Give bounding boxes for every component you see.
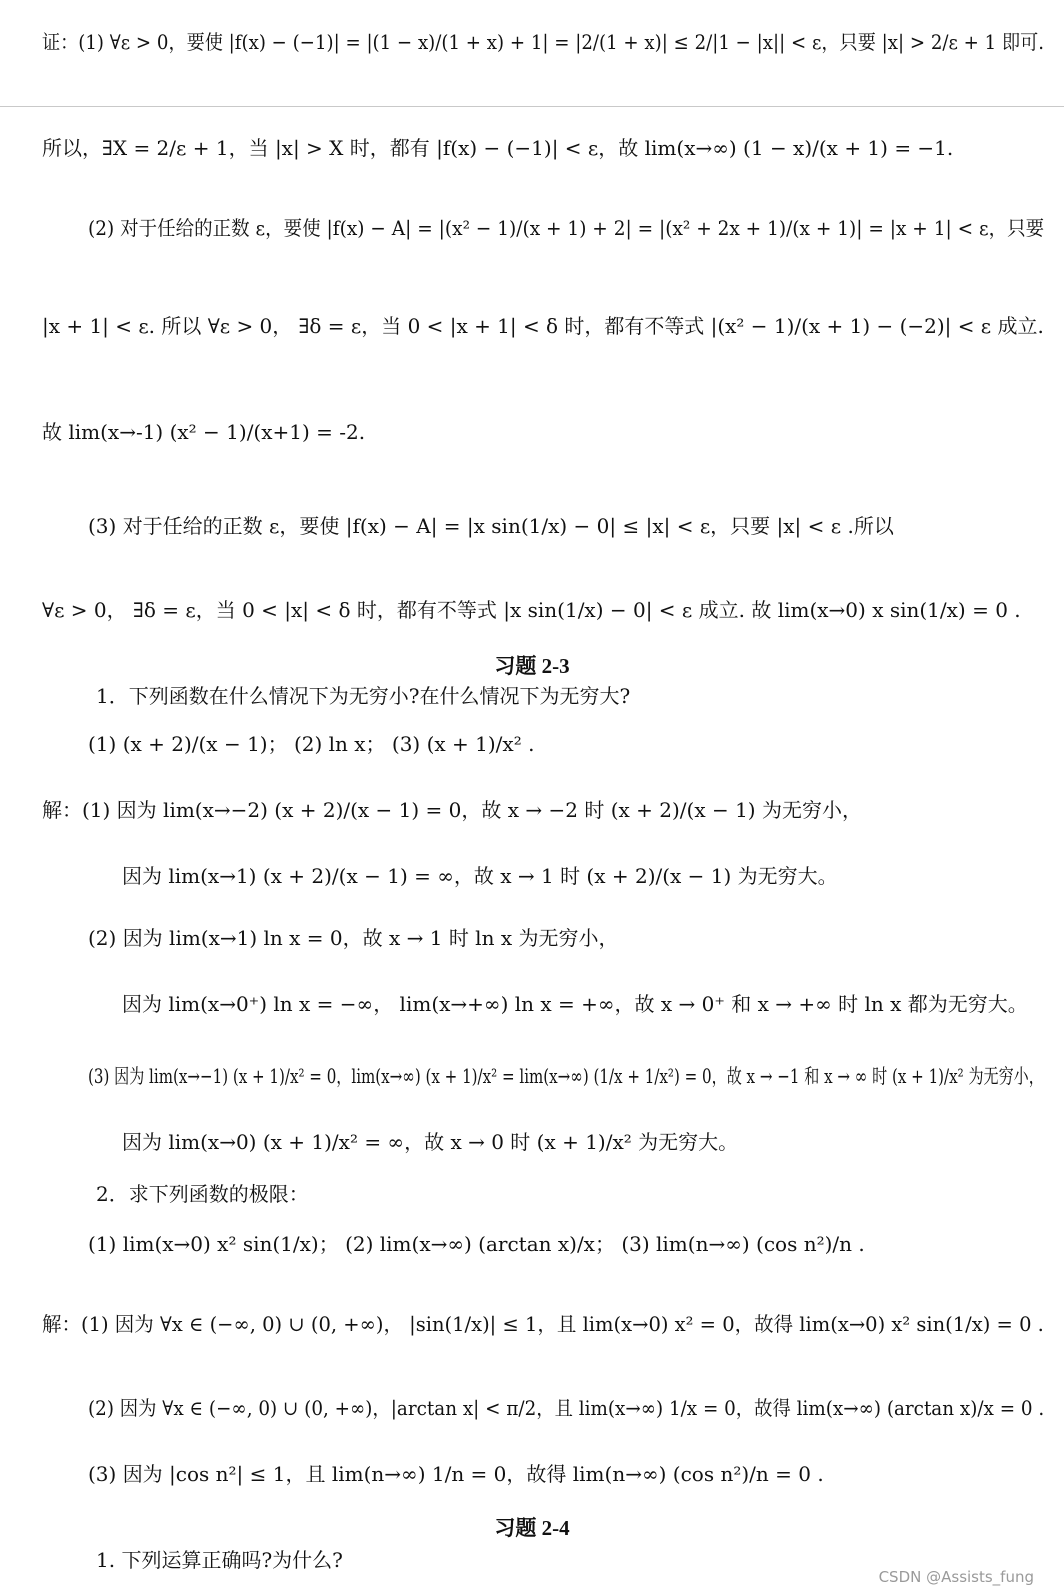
proof-1-intro: 证：(1) ∀ε > 0，要使 |f(x) − (−1)| = |(1 − x)/(1 + x) + 1| = |2/(1 + x)| ≤ 2/|1 − |x|| < ε，只要 |x| > 2/ε + 1 即可. [42,30,1045,54]
proof-2-start: (2) 对于任给的正数 ε，要使 |f(x) − A| = |(x² − 1)/(x + 1) + 2| = |(x² + 2x + 1)/(x + 1)| = |x + 1| < ε，只要 [88,216,1045,240]
exercise-2-4-question-1: 1. 下列运算正确吗?为什么? [96,1548,343,1572]
exercise-2-items: (1) lim(x→0) x² sin(1/x)； (2) lim(x→∞) (arctan x)/x； (3) lim(n→∞) (cos n²)/n . [88,1232,865,1256]
proof-1-conclusion: 所以，∃X = 2/ε + 1，当 |x| > X 时，都有 |f(x) − (−1)| < ε，故 lim(x→∞) (1 − x)/(x + 1) = −1. [42,136,954,160]
solution-1-part-3a: (3) 因为 lim(x→−1) (x + 1)/x² = 0，lim(x→∞) (x + 1)/x² = lim(x→∞) (1/x + 1/x²) = 0，故 x → −1 和 x → ∞ 时 (x + 1)/x² 为无穷小， [88,1064,1044,1088]
csdn-watermark: CSDN @Assists_fung [878,1568,1034,1586]
page-divider [0,106,1064,107]
solution-1-part-2b: 因为 lim(x→0⁺) ln x = −∞， lim(x→+∞) ln x = +∞，故 x → 0⁺ 和 x → +∞ 时 ln x 都为无穷大。 [122,992,1028,1016]
section-title-2-4: 习题 2-4 [494,1516,570,1540]
exercise-1-question: 1．下列函数在什么情况下为无穷小?在什么情况下为无穷大? [96,684,631,708]
section-title-2-3: 习题 2-3 [494,654,570,678]
solution-2-part-3: (3) 因为 |cos n²| ≤ 1，且 lim(n→∞) 1/n = 0，故得 lim(n→∞) (cos n²)/n = 0 . [88,1462,824,1486]
exercise-2-question: 2．求下列函数的极限： [96,1182,309,1206]
proof-2-continue: |x + 1| < ε. 所以 ∀ε > 0， ∃δ = ε，当 0 < |x + 1| < δ 时，都有不等式 |(x² − 1)/(x + 1) − (−2)| < ε 成立. [42,314,1044,338]
solution-2-part-2: (2) 因为 ∀x ∈ (−∞, 0) ∪ (0, +∞)，|arctan x| < π/2，且 lim(x→∞) 1/x = 0，故得 lim(x→∞) (arctan x)/x = 0 . [88,1396,1045,1420]
solution-1-part-1a: 解：(1) 因为 lim(x→−2) (x + 2)/(x − 1) = 0，故 x → −2 时 (x + 2)/(x − 1) 为无穷小， [42,798,862,822]
solution-1-part-3b: 因为 lim(x→0) (x + 1)/x² = ∞，故 x → 0 时 (x + 1)/x² 为无穷大。 [122,1130,739,1154]
proof-2-conclusion: 故 lim(x→-1) (x² − 1)/(x+1) = -2. [42,420,366,444]
solution-1-part-1b: 因为 lim(x→1) (x + 2)/(x − 1) = ∞，故 x → 1 时 (x + 2)/(x − 1) 为无穷大。 [122,864,838,888]
proof-3-conclusion: ∀ε > 0， ∃δ = ε，当 0 < |x| < δ 时，都有不等式 |x sin(1/x) − 0| < ε 成立. 故 lim(x→0) x sin(1/x) = 0 . [42,598,1021,622]
exercise-1-items: (1) (x + 2)/(x − 1)； (2) ln x； (3) (x + 1)/x² . [88,732,535,756]
solution-1-part-2a: (2) 因为 lim(x→1) ln x = 0，故 x → 1 时 ln x 为无穷小， [88,926,619,950]
solution-2-part-1: 解：(1) 因为 ∀x ∈ (−∞, 0) ∪ (0, +∞)， |sin(1/x)| ≤ 1，且 lim(x→0) x² = 0，故得 lim(x→0) x² sin(1/x) = 0 . [42,1312,1044,1336]
proof-3-start: (3) 对于任给的正数 ε，要使 |f(x) − A| = |x sin(1/x) − 0| ≤ |x| < ε，只要 |x| < ε .所以 [88,514,894,538]
